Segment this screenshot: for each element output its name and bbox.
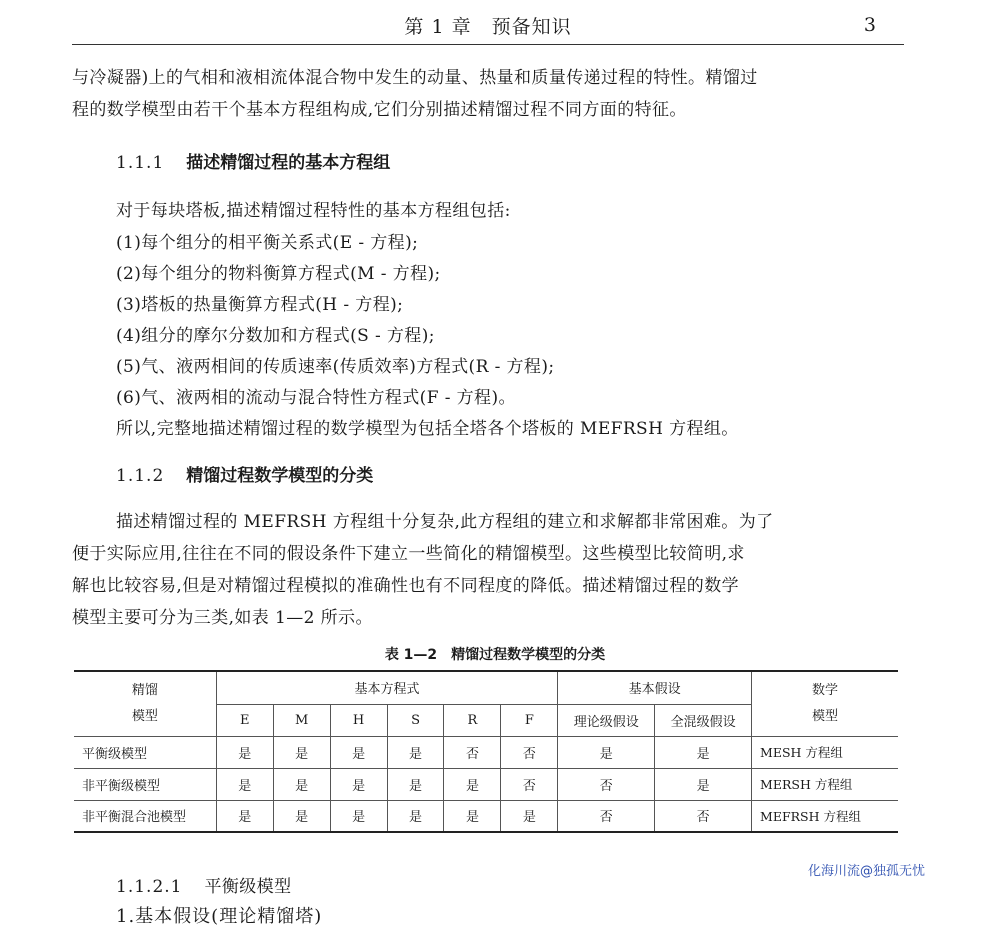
- header-eq-r: R: [444, 704, 501, 736]
- section-number: 1.1.2.1: [116, 877, 183, 897]
- row-name: 平衡级模型: [74, 736, 216, 768]
- classification-line-2: 便于实际应用,往往在不同的假设条件下建立一些简化的精馏模型。这些模型比较简明,求: [72, 544, 745, 564]
- section-title: 平衡级模型: [204, 877, 292, 897]
- cell-full-mixing: 是: [655, 768, 752, 800]
- page-number: 3: [863, 14, 876, 36]
- header-basic-equations: 基本方程式: [216, 671, 558, 704]
- chapter-title: 第 1 章 预备知识: [404, 16, 572, 38]
- intro-line-1: 与冷凝器)上的气相和液相流体混合物中发生的动量、热量和质量传递过程的特性。精馏过: [72, 68, 758, 88]
- header-math-model-col: [752, 671, 898, 736]
- cell-theoretical: 是: [558, 736, 655, 768]
- row-name: 非平衡级模型: [74, 768, 216, 800]
- table-row: [74, 768, 898, 800]
- cell-full-mixing: 否: [655, 800, 752, 832]
- header-model-line-2: 模型: [131, 708, 158, 724]
- section-number: 1.1.1: [116, 153, 165, 173]
- header-eq-m: M: [273, 704, 330, 736]
- intro-line-2: 程的数学模型由若干个基本方程组构成,它们分别描述精馏过程不同方面的特征。: [72, 100, 687, 120]
- equation-item-3: (3)塔板的热量衡算方程式(H - 方程);: [116, 295, 404, 315]
- cell-r: 是: [444, 800, 501, 832]
- header-basic-assumptions: 基本假设: [558, 671, 752, 704]
- header-eq-s: S: [387, 704, 444, 736]
- cell-theoretical: 否: [558, 768, 655, 800]
- cell-math-model: MERSH 方程组: [752, 768, 898, 800]
- equation-item-1: (1)每个组分的相平衡关系式(E - 方程);: [116, 233, 419, 253]
- model-classification-table: [74, 670, 898, 833]
- equation-item-4: (4)组分的摩尔分数加和方程式(S - 方程);: [116, 326, 435, 346]
- header-model-line-1: 精馏: [131, 682, 158, 698]
- header-eq-e: E: [216, 704, 273, 736]
- header-eq-h: H: [330, 704, 387, 736]
- cell-e: 是: [216, 768, 273, 800]
- cell-theoretical: 否: [558, 800, 655, 832]
- cell-h: 是: [330, 768, 387, 800]
- table-row: [74, 736, 898, 768]
- header-theoretical-stage: 理论级假设: [558, 704, 655, 736]
- cell-e: 是: [216, 736, 273, 768]
- equations-conclusion: 所以,完整地描述精馏过程的数学模型为包括全塔各个塔板的 MEFRSH 方程组。: [116, 419, 739, 439]
- subheading-basic-assumptions: 1.基本假设(理论精馏塔): [116, 906, 323, 927]
- cell-r: 是: [444, 768, 501, 800]
- header-model-col: [74, 671, 216, 736]
- cell-m: 是: [273, 768, 330, 800]
- table-row: [74, 800, 898, 832]
- row-name: 非平衡混合池模型: [74, 800, 216, 832]
- header-math-line-2: 模型: [812, 708, 839, 724]
- cell-h: 是: [330, 800, 387, 832]
- classification-line-4: 模型主要可分为三类,如表 1—2 所示。: [72, 608, 373, 628]
- section-heading-1-1-2: [116, 461, 373, 486]
- cell-s: 是: [387, 736, 444, 768]
- cell-f: 是: [501, 800, 558, 832]
- section-title: 描述精馏过程的基本方程组: [186, 153, 391, 173]
- cell-m: 是: [273, 800, 330, 832]
- cell-s: 是: [387, 768, 444, 800]
- header-full-mixing: 全混级假设: [655, 704, 752, 736]
- cell-e: 是: [216, 800, 273, 832]
- section-heading-1-1-1: [116, 148, 390, 173]
- cell-math-model: MEFRSH 方程组: [752, 800, 898, 832]
- section-number: 1.1.2: [116, 466, 165, 486]
- cell-full-mixing: 是: [655, 736, 752, 768]
- equations-lead: 对于每块塔板,描述精馏过程特性的基本方程组包括:: [116, 201, 511, 221]
- running-head: [72, 8, 904, 45]
- cell-r: 否: [444, 736, 501, 768]
- cell-f: 否: [501, 736, 558, 768]
- cell-math-model: MESH 方程组: [752, 736, 898, 768]
- classification-line-1: 描述精馏过程的 MEFRSH 方程组十分复杂,此方程组的建立和求解都非常困难。为了: [116, 512, 774, 532]
- cell-s: 是: [387, 800, 444, 832]
- section-heading-1-1-2-1: [116, 872, 291, 897]
- classification-line-3: 解也比较容易,但是对精馏过程模拟的准确性也有不同程度的降低。描述精馏过程的数学: [72, 576, 740, 596]
- table-caption: 表 1—2 精馏过程数学模型的分类: [384, 647, 606, 663]
- header-eq-f: F: [501, 704, 558, 736]
- cell-m: 是: [273, 736, 330, 768]
- cell-f: 否: [501, 768, 558, 800]
- equation-item-6: (6)气、液两相的流动与混合特性方程式(F - 方程)。: [116, 388, 516, 408]
- watermark: 化海川流@独孤无忧: [808, 864, 926, 879]
- cell-h: 是: [330, 736, 387, 768]
- equation-item-5: (5)气、液两相间的传质速率(传质效率)方程式(R - 方程);: [116, 357, 555, 377]
- header-math-line-1: 数学: [812, 682, 839, 698]
- section-title: 精馏过程数学模型的分类: [186, 466, 374, 486]
- equation-item-2: (2)每个组分的物料衡算方程式(M - 方程);: [116, 264, 441, 284]
